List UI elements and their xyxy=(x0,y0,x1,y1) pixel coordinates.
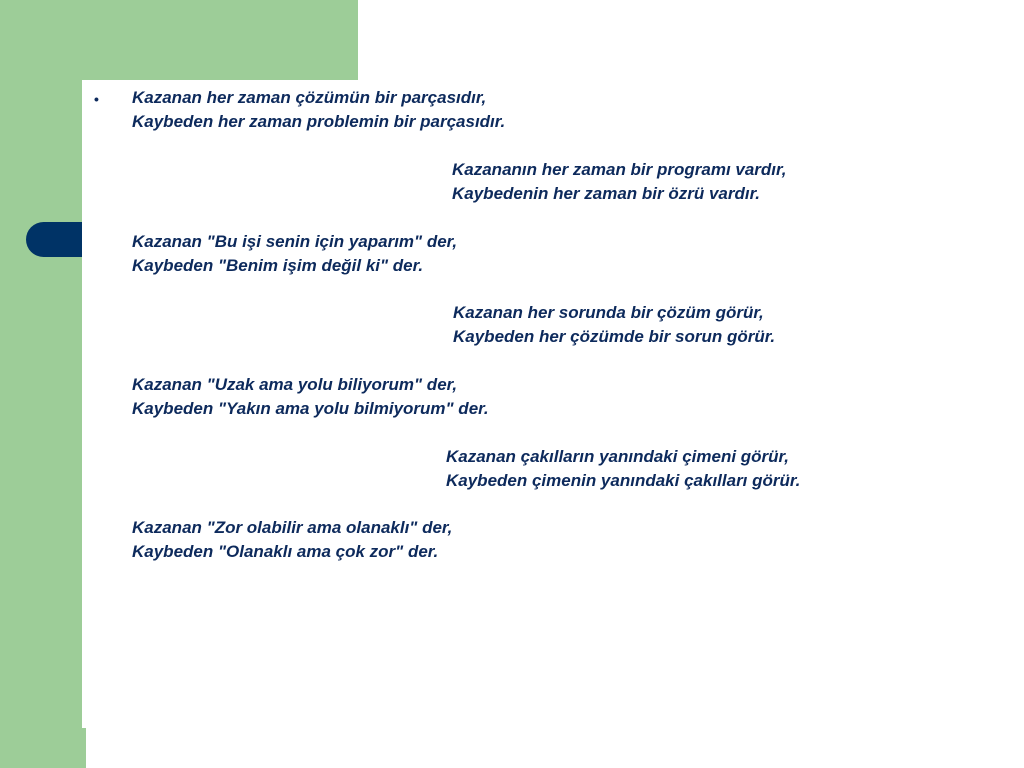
stanza-6-line-2: Kaybeden çimenin yanındaki çakılları görür. xyxy=(446,471,801,490)
stanza-2-line-2: Kaybedenin her zaman bir özrü vardır. xyxy=(452,184,760,203)
stanza-3-line-1: Kazanan "Bu işi senin için yaparım" der, xyxy=(132,232,458,251)
stanza-7-line-1: Kazanan "Zor olabilir ama olanaklı" der, xyxy=(132,518,453,537)
stanza-1-line-2: Kaybeden her zaman problemin bir parçasıdır. xyxy=(132,112,506,131)
stanza-7-line-2: Kaybeden "Olanaklı ama çok zor" der. xyxy=(132,542,439,561)
stanza-4-line-2: Kaybeden her çözümde bir sorun görür. xyxy=(453,327,776,346)
stanza-6-line-1: Kazanan çakılların yanındaki çimeni görür, xyxy=(446,447,789,466)
stanza-5-line-2: Kaybeden "Yakın ama yolu bilmiyorum" der. xyxy=(132,399,489,418)
bullet-icon: • xyxy=(94,91,99,107)
stanza-5-line-1: Kazanan "Uzak ama yolu biliyorum" der, xyxy=(132,375,458,394)
stanza-4-line-1: Kazanan her sorunda bir çözüm görür, xyxy=(453,303,764,322)
stanza-3-line-2: Kaybeden "Benim işim değil ki" der. xyxy=(132,256,424,275)
stanza-1-line-1: Kazanan her zaman çözümün bir parçasıdır, xyxy=(132,88,487,107)
stanza-2-line-1: Kazananın her zaman bir programı vardır, xyxy=(452,160,787,179)
